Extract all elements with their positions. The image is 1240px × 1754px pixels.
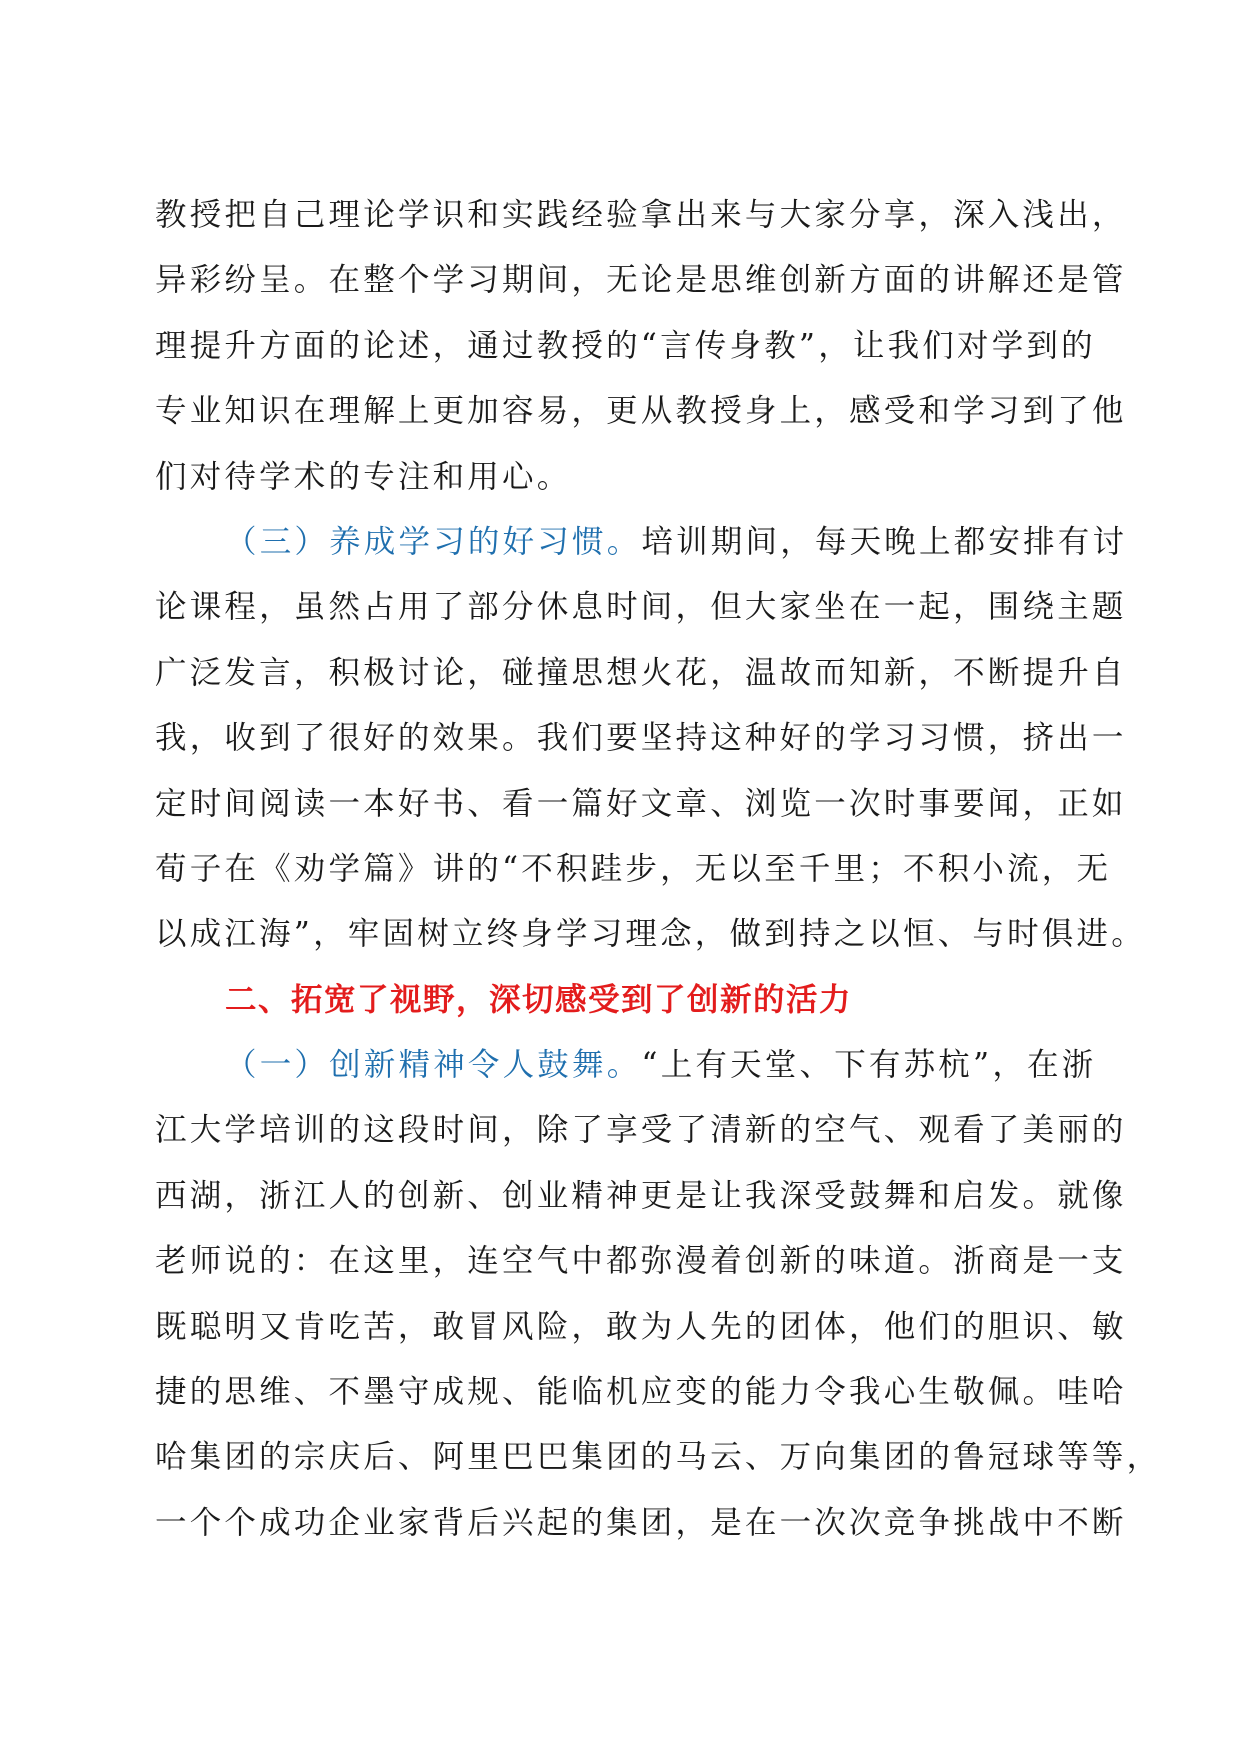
section-heading-2 — [155, 968, 1085, 1033]
line-text: 老师说的：在这里，连空气中都弥漫着创新的味道。浙商是一支 — [155, 1243, 1127, 1280]
paragraph-line — [155, 706, 1127, 771]
line-text: 捷的思维、不墨守成规、能临机应变的能力令我心生敬佩。哇哈 — [155, 1374, 1127, 1411]
line-text: “上有天堂、下有苏杭”，在浙 — [641, 1047, 1097, 1084]
paragraph-line — [155, 1164, 1127, 1229]
paragraph-line — [155, 772, 1127, 837]
paragraph-line — [155, 183, 1127, 248]
line-text: 理提升方面的论述，通过教授的“言传身教”，让我们对学到的 — [155, 327, 1096, 364]
subheading-1: （一）创新精神令人鼓舞。 — [225, 1047, 642, 1084]
line-text: 江大学培训的这段时间，除了享受了清新的空气、观看了美丽的 — [155, 1112, 1127, 1149]
line-text: 专业知识在理解上更加容易，更从教授身上，感受和学习到了他 — [155, 393, 1127, 430]
paragraph-line — [155, 837, 1112, 902]
paragraph-line — [155, 314, 1096, 379]
paragraph-line-with-subheading — [155, 1033, 1097, 1098]
paragraph-line — [155, 641, 1127, 706]
line-text: 教授把自己理论学识和实践经验拿出来与大家分享，深入浅出， — [155, 197, 1127, 233]
line-text: 以成江海”，牢固树立终身学习理念，做到持之以恒、与时俱进。 — [155, 916, 1146, 953]
line-text: 培训期间，每天晚上都安排有讨 — [641, 523, 1128, 560]
line-text: 既聪明又肯吃苦，敢冒风险，敢为人先的团体，他们的胆识、敏 — [155, 1308, 1127, 1345]
heading-text: 二、拓宽了视野，深切感受到了创新的活力 — [225, 981, 853, 1018]
paragraph-line — [155, 248, 1127, 313]
paragraph-line — [155, 1229, 1127, 1294]
line-text: 异彩纷呈。在整个学习期间，无论是思维创新方面的讲解还是管 — [155, 262, 1127, 299]
paragraph-line — [155, 1491, 1127, 1556]
subheading-3: （三）养成学习的好习惯。 — [225, 523, 642, 560]
line-text: 广泛发言，积极讨论，碰撞思想火花，温故而知新，不断提升自 — [155, 654, 1127, 691]
paragraph-line — [155, 1425, 1162, 1490]
paragraph-line — [155, 1360, 1127, 1425]
line-text: 定时间阅读一本好书、看一篇好文章、浏览一次时事要闻，正如 — [155, 785, 1127, 822]
paragraph-line-with-subheading — [155, 510, 1128, 575]
line-text: 一个个成功企业家背后兴起的集团，是在一次次竞争挑战中不断 — [155, 1504, 1127, 1541]
paragraph-line — [155, 1098, 1127, 1163]
paragraph-line — [155, 575, 1127, 640]
paragraph-line — [155, 1295, 1127, 1360]
line-text: 论课程，虽然占用了部分休息时间，但大家坐在一起，围绕主题 — [155, 589, 1127, 626]
paragraph-line — [155, 379, 1127, 444]
paragraph-line — [155, 445, 1085, 510]
paragraph-line — [155, 902, 1146, 967]
line-text: 们对待学术的专注和用心。 — [155, 458, 572, 495]
line-text: 西湖，浙江人的创新、创业精神更是让我深受鼓舞和启发。就像 — [155, 1177, 1127, 1214]
line-text: 我，收到了很好的效果。我们要坚持这种好的学习习惯，挤出一 — [155, 720, 1127, 757]
line-text: 哈集团的宗庆后、阿里巴巴集团的马云、万向集团的鲁冠球等等， — [155, 1439, 1162, 1476]
line-text: 荀子在《劝学篇》讲的“不积跬步，无以至千里；不积小流，无 — [155, 850, 1112, 887]
document-body — [155, 183, 1162, 1556]
